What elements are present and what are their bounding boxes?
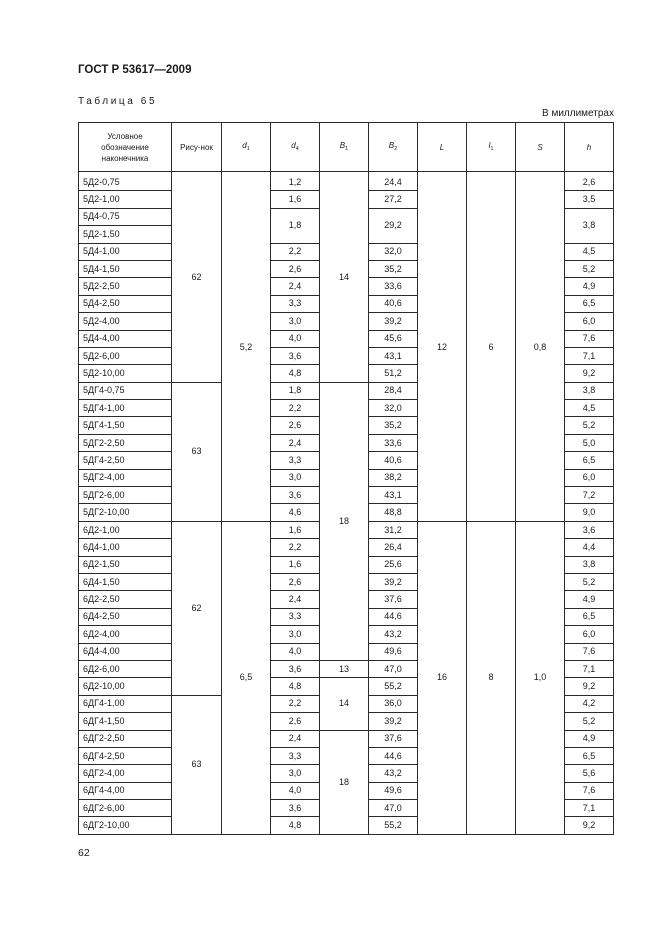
- cell-b2: 43,1: [369, 487, 418, 504]
- cell-b2: 35,2: [369, 417, 418, 434]
- cell-fig: 63: [172, 695, 222, 834]
- cell-b2: 55,2: [369, 817, 418, 834]
- cell-b2: 43,1: [369, 347, 418, 364]
- cell-h: 5,2: [565, 260, 614, 277]
- document-title: ГОСТ Р 53617—2009: [78, 64, 192, 76]
- cell-d4: 4,0: [271, 643, 320, 660]
- cell-h: 9,0: [565, 504, 614, 521]
- cell-designation: 6Д2-10,00: [79, 678, 172, 695]
- cell-h: 6,5: [565, 608, 614, 625]
- cell-h: 3,6: [565, 521, 614, 538]
- cell-d4: 2,4: [271, 730, 320, 747]
- cell-h: 4,9: [565, 591, 614, 608]
- cell-designation: 6ДГ4-1,50: [79, 713, 172, 730]
- cell-h: 4,5: [565, 243, 614, 260]
- cell-d4: 3,0: [271, 626, 320, 643]
- header-b1-base: B: [339, 140, 346, 150]
- cell-l: 16: [418, 521, 467, 834]
- cell-designation: 5ДГ4-2,50: [79, 452, 172, 469]
- cell-s: 0,8: [516, 172, 565, 522]
- cell-h: 5,6: [565, 765, 614, 782]
- header-row: [79, 123, 614, 172]
- cell-h: 6,5: [565, 747, 614, 764]
- header-l1: [467, 123, 516, 172]
- cell-designation: 5Д2-2,50: [79, 278, 172, 295]
- cell-h: 7,1: [565, 660, 614, 677]
- cell-b2: 40,6: [369, 452, 418, 469]
- header-l-base: L: [439, 142, 445, 152]
- cell-d1: 5,2: [222, 172, 271, 522]
- cell-designation: 6Д2-2,50: [79, 591, 172, 608]
- cell-b2: 33,6: [369, 278, 418, 295]
- cell-b1: 14: [320, 678, 369, 730]
- cell-h: 7,2: [565, 487, 614, 504]
- cell-designation: 5Д2-4,00: [79, 313, 172, 330]
- cell-designation: 6ДГ2-4,00: [79, 765, 172, 782]
- cell-d4: 1,6: [271, 556, 320, 573]
- cell-b2: 25,6: [369, 556, 418, 573]
- cell-b2: 44,6: [369, 747, 418, 764]
- cell-designation: 5Д2-1,00: [79, 191, 172, 208]
- header-s: [516, 123, 565, 172]
- cell-h: 6,0: [565, 469, 614, 486]
- cell-d4: 3,3: [271, 295, 320, 312]
- header-d1: [222, 123, 271, 172]
- cell-h: 6,5: [565, 295, 614, 312]
- cell-d4: 3,6: [271, 347, 320, 364]
- cell-designation: 6ДГ4-2,50: [79, 747, 172, 764]
- cell-b1: 18: [320, 382, 369, 660]
- cell-h: 4,4: [565, 539, 614, 556]
- cell-d4: 2,6: [271, 260, 320, 277]
- header-b2: [369, 123, 418, 172]
- cell-designation: 5Д2-10,00: [79, 365, 172, 382]
- cell-d4: 2,4: [271, 591, 320, 608]
- cell-b2: 39,2: [369, 713, 418, 730]
- cell-h: 6,0: [565, 313, 614, 330]
- cell-b2: 37,6: [369, 591, 418, 608]
- cell-h: 7,6: [565, 643, 614, 660]
- cell-d4: 4,8: [271, 817, 320, 834]
- cell-designation: 6ДГ4-1,00: [79, 695, 172, 712]
- cell-h: 4,9: [565, 730, 614, 747]
- cell-d4: 2,2: [271, 243, 320, 260]
- cell-b2: 43,2: [369, 626, 418, 643]
- cell-b2: 47,0: [369, 800, 418, 817]
- cell-b2: 29,2: [369, 208, 418, 243]
- cell-designation: 6ДГ2-6,00: [79, 800, 172, 817]
- cell-h: 5,2: [565, 713, 614, 730]
- cell-d4: 3,0: [271, 313, 320, 330]
- header-figure: Рису-нок: [172, 123, 222, 172]
- cell-h: 3,8: [565, 556, 614, 573]
- cell-b2: 44,6: [369, 608, 418, 625]
- cell-d4: 4,0: [271, 330, 320, 347]
- cell-d4: 1,6: [271, 191, 320, 208]
- cell-b2: 35,2: [369, 260, 418, 277]
- cell-designation: 5Д2-6,00: [79, 347, 172, 364]
- cell-h: 5,2: [565, 417, 614, 434]
- cell-b2: 49,6: [369, 782, 418, 799]
- header-d4-base: d: [291, 140, 296, 150]
- cell-d4: 2,2: [271, 539, 320, 556]
- cell-d4: 1,8: [271, 208, 320, 243]
- cell-h: 6,5: [565, 452, 614, 469]
- cell-h: 4,9: [565, 278, 614, 295]
- cell-designation: 6ДГ4-4,00: [79, 782, 172, 799]
- cell-h: 3,8: [565, 382, 614, 399]
- cell-d4: 1,2: [271, 172, 320, 191]
- cell-d4: 4,8: [271, 678, 320, 695]
- cell-designation: 6Д4-1,50: [79, 573, 172, 590]
- cell-d4: 4,6: [271, 504, 320, 521]
- cell-designation: 5ДГ2-10,00: [79, 504, 172, 521]
- header-d1-sub: 1: [246, 145, 250, 152]
- header-designation: Условное обозначение наконечника: [79, 123, 172, 172]
- cell-designation: 6ДГ2-2,50: [79, 730, 172, 747]
- cell-d4: 2,6: [271, 573, 320, 590]
- table-caption: Таблица 65: [78, 96, 158, 107]
- cell-designation: 5ДГ4-0,75: [79, 382, 172, 399]
- cell-b2: 38,2: [369, 469, 418, 486]
- cell-d4: 3,6: [271, 487, 320, 504]
- header-l1-sub: 1: [490, 145, 494, 152]
- cell-d4: 4,0: [271, 782, 320, 799]
- cell-designation: 5ДГ2-4,00: [79, 469, 172, 486]
- header-s-base: S: [537, 142, 543, 152]
- cell-h: 9,2: [565, 817, 614, 834]
- cell-b1: 13: [320, 660, 369, 677]
- cell-fig: 62: [172, 521, 222, 695]
- cell-b2: 27,2: [369, 191, 418, 208]
- cell-d4: 2,2: [271, 695, 320, 712]
- cell-designation: 6Д2-1,50: [79, 556, 172, 573]
- header-h-base: h: [586, 142, 592, 152]
- cell-b2: 37,6: [369, 730, 418, 747]
- cell-b2: 24,4: [369, 172, 418, 191]
- cell-b2: 45,6: [369, 330, 418, 347]
- cell-h: 2,6: [565, 172, 614, 191]
- cell-l1: 6: [467, 172, 516, 522]
- header-d4: [271, 123, 320, 172]
- cell-designation: 5Д4-1,50: [79, 260, 172, 277]
- cell-designation: 6Д4-1,00: [79, 539, 172, 556]
- cell-d4: 3,0: [271, 469, 320, 486]
- cell-designation: 6Д2-6,00: [79, 660, 172, 677]
- header-b1-sub: 1: [345, 145, 349, 152]
- cell-designation: 6ДГ2-10,00: [79, 817, 172, 834]
- header-l: [418, 123, 467, 172]
- cell-designation: 5Д2-1,50: [79, 226, 172, 243]
- table-body: [79, 172, 614, 835]
- header-l1-base: l: [488, 140, 491, 150]
- cell-b2: 32,0: [369, 400, 418, 417]
- cell-b2: 55,2: [369, 678, 418, 695]
- cell-d1: 6,5: [222, 521, 271, 834]
- cell-h: 4,5: [565, 400, 614, 417]
- cell-designation: 5Д4-1,00: [79, 243, 172, 260]
- cell-h: 7,6: [565, 330, 614, 347]
- cell-h: 5,2: [565, 573, 614, 590]
- cell-designation: 5Д4-4,00: [79, 330, 172, 347]
- header-h: [565, 123, 614, 172]
- cell-b2: 49,6: [369, 643, 418, 660]
- cell-b2: 28,4: [369, 382, 418, 399]
- cell-designation: 5Д4-2,50: [79, 295, 172, 312]
- cell-designation: 5ДГ4-1,00: [79, 400, 172, 417]
- cell-b2: 40,6: [369, 295, 418, 312]
- cell-d4: 3,0: [271, 765, 320, 782]
- cell-b2: 33,6: [369, 434, 418, 451]
- cell-l1: 8: [467, 521, 516, 834]
- cell-b2: 39,2: [369, 313, 418, 330]
- cell-b1: 18: [320, 730, 369, 834]
- cell-b2: 48,8: [369, 504, 418, 521]
- header-b2-sub: 2: [394, 145, 398, 152]
- cell-b2: 39,2: [369, 573, 418, 590]
- spec-table: [78, 122, 614, 835]
- cell-b2: 51,2: [369, 365, 418, 382]
- units-note: В миллиметрах: [542, 108, 614, 119]
- cell-d4: 3,6: [271, 660, 320, 677]
- cell-d4: 2,4: [271, 278, 320, 295]
- cell-d4: 2,6: [271, 417, 320, 434]
- cell-b2: 36,0: [369, 695, 418, 712]
- cell-b2: 26,4: [369, 539, 418, 556]
- cell-designation: 6Д2-4,00: [79, 626, 172, 643]
- cell-h: 3,8: [565, 208, 614, 243]
- cell-d4: 1,6: [271, 521, 320, 538]
- cell-d4: 3,3: [271, 608, 320, 625]
- cell-d4: 2,4: [271, 434, 320, 451]
- cell-l: 12: [418, 172, 467, 522]
- cell-b1: 14: [320, 172, 369, 383]
- cell-d4: 4,8: [271, 365, 320, 382]
- cell-designation: 5ДГ4-1,50: [79, 417, 172, 434]
- cell-fig: 62: [172, 172, 222, 383]
- cell-h: 9,2: [565, 678, 614, 695]
- cell-designation: 6Д4-4,00: [79, 643, 172, 660]
- cell-s: 1,0: [516, 521, 565, 834]
- cell-designation: 6Д4-2,50: [79, 608, 172, 625]
- cell-b2: 43,2: [369, 765, 418, 782]
- cell-d4: 2,2: [271, 400, 320, 417]
- cell-b2: 32,0: [369, 243, 418, 260]
- cell-b2: 31,2: [369, 521, 418, 538]
- cell-h: 4,2: [565, 695, 614, 712]
- header-b1: [320, 123, 369, 172]
- cell-designation: 5ДГ2-6,00: [79, 487, 172, 504]
- cell-d4: 2,6: [271, 713, 320, 730]
- cell-d4: 3,6: [271, 800, 320, 817]
- table-row: [79, 172, 614, 191]
- cell-designation: 6Д2-1,00: [79, 521, 172, 538]
- cell-h: 7,6: [565, 782, 614, 799]
- header-d4-sub: 4: [295, 145, 299, 152]
- cell-b2: 47,0: [369, 660, 418, 677]
- cell-h: 3,5: [565, 191, 614, 208]
- header-b2-base: B: [388, 140, 395, 150]
- cell-h: 7,1: [565, 800, 614, 817]
- header-d1-base: d: [242, 140, 247, 150]
- cell-designation: 5ДГ2-2,50: [79, 434, 172, 451]
- cell-h: 7,1: [565, 347, 614, 364]
- cell-d4: 3,3: [271, 747, 320, 764]
- cell-fig: 63: [172, 382, 222, 521]
- cell-h: 5,0: [565, 434, 614, 451]
- cell-designation: 5Д4-0,75: [79, 208, 172, 225]
- cell-d4: 1,8: [271, 382, 320, 399]
- cell-h: 9,2: [565, 365, 614, 382]
- cell-h: 6,0: [565, 626, 614, 643]
- cell-designation: 5Д2-0,75: [79, 172, 172, 191]
- page-number: 62: [78, 847, 90, 859]
- cell-d4: 3,3: [271, 452, 320, 469]
